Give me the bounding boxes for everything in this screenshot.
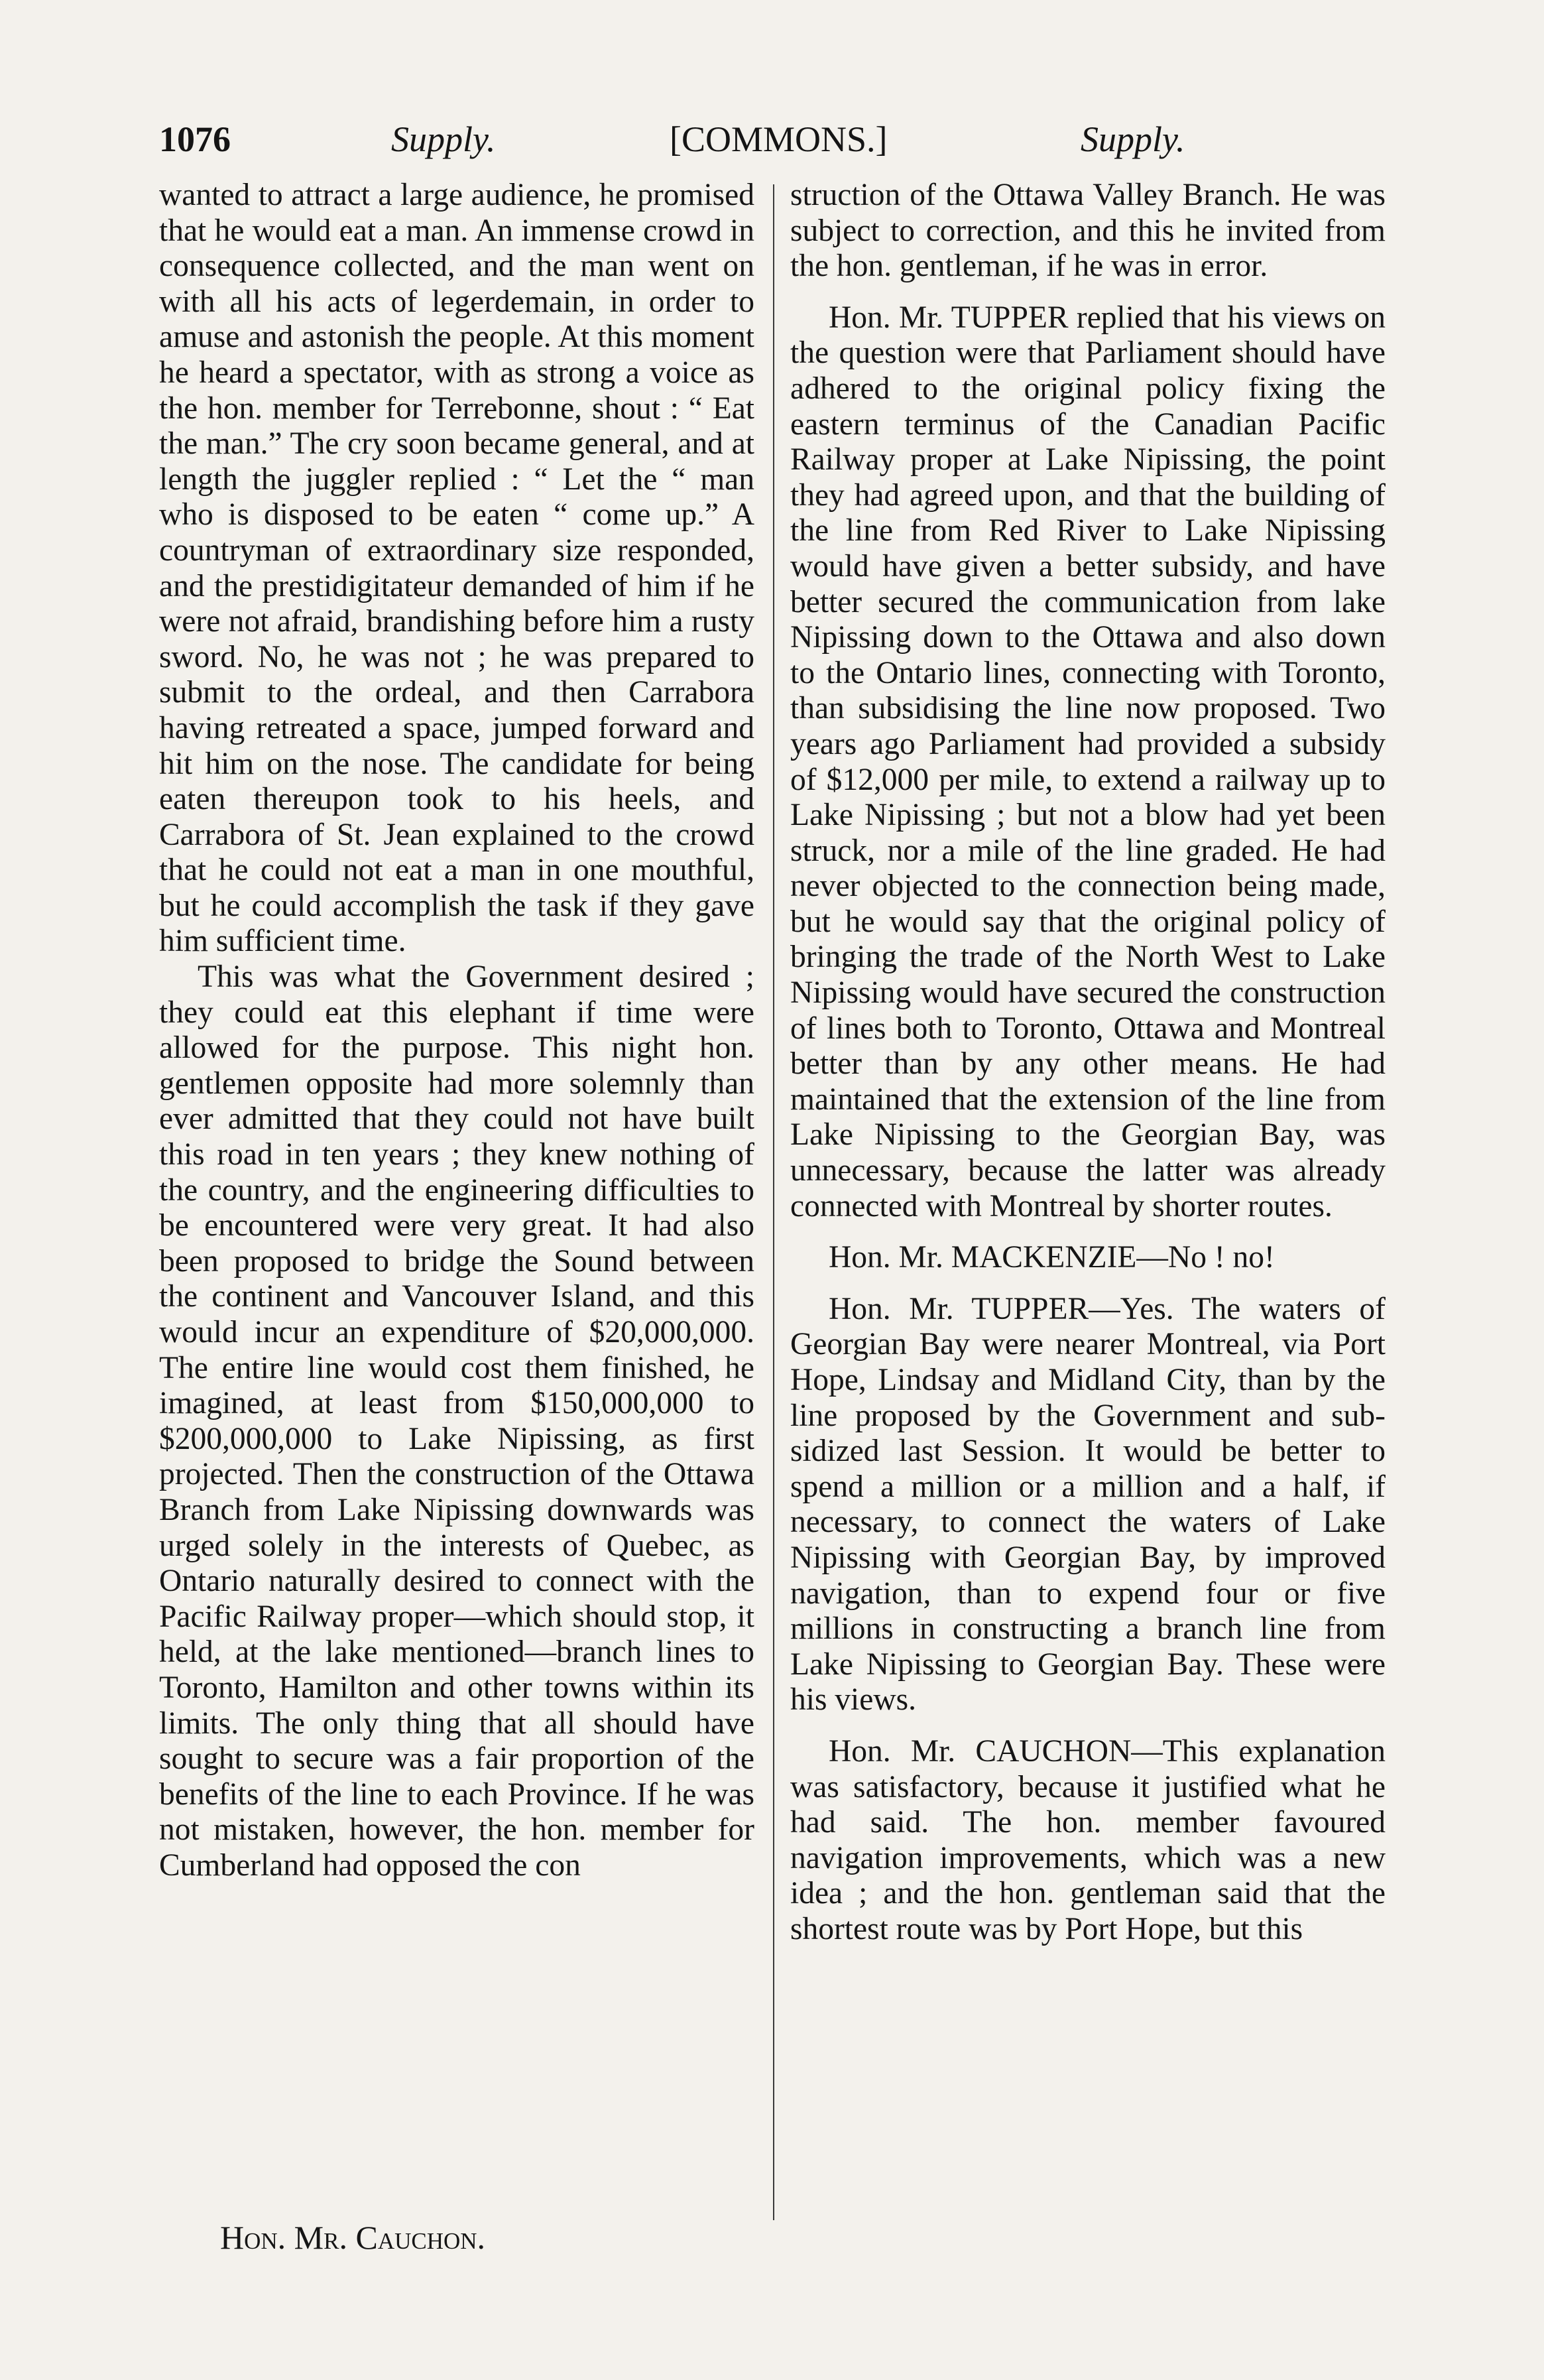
right-paragraph-4: Hon. Mr. TUPPER—Yes. The waters of Georgian Bay were nearer Montreal, via Port Hope, Lindsay and Midland City, than by the line proposed by the Government and subsidized last Session. It would be better to spend a million or a million and a half, if necessary, to connect the waters of Lake Nipissing with Georgian Bay, by improved navigation, than to expend four or five millions in constructing a branch line from Lake Nipissing to Georgian Bay. These were his views. — [790, 1291, 1386, 1718]
right-paragraph-3: Hon. Mr. MACKENZIE—No ! no! — [829, 1240, 1275, 1275]
right-paragraph-2: Hon. Mr. TUPPER replied that his views on the question were that Parliament should have adhered to the original policy fixing the eastern terminus of the Canadian Pacific Railway proper at Lake Nipissing, the point they had agreed upon, and that the building of the line from Red River to Lake Nipissing would have given a better subsidy, and have better secured the communication from lake Nipissing down to the Ottawa and also down to the Ontario lines, connecting with Toronto, than subsidising the line now proposed. Two years ago Parliament had provided a subsidy of $12,000 per mile, to extend a railway up to Lake Nipissing ; but not a blow had yet been struck, nor a mile of the line graded. He had never objected to the connection being made, but he would say that the original policy of bringing the trade of the North West to Lake Nipissing would have secured the construction of lines both to Toronto, Ottawa and Montreal better than by any other means. He had maintained that the extension of the line from Lake Nipissing to the Georgian Bay, was unnecessary, because the latter was already connected with Montreal by shorter routes. — [790, 300, 1386, 1223]
right-paragraph-1: struction of the Ottawa Valley Branch. He was subject to correction, and this he invited from the hon. gentleman, if he was in error. — [790, 178, 1386, 284]
page-header — [159, 113, 1405, 166]
header-left-title: Supply. — [391, 119, 496, 159]
left-paragraph-1: wanted to attract a large audience, he promised that he would eat a man. An immense crowd in consequence collected, and the man went on with all his acts of legerdemain, in order to amuse and astonish the people. At this moment he heard a spectator, with as strong a voice as the hon. member for Terrebonne, shout : “ Eat the man.” The cry soon became general, and at length the juggler replied : “ Let the “ man who is disposed to be eaten “ come up.” A countryman of extraordinary size responded, and the prestidigitateur demanded of him if he were not afraid, brandishing before him a rusty sword. No, he was not ; he was prepared to submit to the ordeal, and then Carrabora having retreated a space, jumped forward and hit him on the nose. The candidate for being eaten thereupon took to his heels, and Carrabora of St. Jean explained to the crowd that he could not eat a man in one mouthful, but he could accomplish the task if they gave him sufficient time. — [159, 178, 754, 959]
right-paragraph-5: Hon. Mr. CAUCHON—This explanation was satisfactory, because it justified what he had said. The hon. member favoured navigation improvements, which was a new idea ; and the hon. gentleman said that the shortest route was by Port Hope, but this — [790, 1733, 1386, 1946]
page-footer — [220, 2216, 485, 2259]
header-center-title: [COMMONS.] — [670, 119, 888, 159]
left-paragraph-2: This was what the Government desired ; they could eat this elephant if time were allowed for the purpose. This night hon. gentlemen opposite had more solemnly than ever admitted that they could not have built this road in ten years ; they knew nothing of the country, and the engineering difficulties to be encountered were very great. It had also been proposed to bridge the Sound between the continent and Vancouver Island, and this would incur an expenditure of $20,000,000. The entire line would cost them finished, he imagined, at least from $150,000,000 to $200,000,000 to Lake Nipissing, as first projected. Then the construction of the Ottawa Branch from Lake Nipissing downwards was urged solely in the interests of Quebec, as Ontario naturally desired to connect with the Pacific Railway proper—which should stop, it held, at the lake mentioned—branch lines to Toronto, Hamilton and other towns within its limits. The only thing that all should have sought to secure was a fair proportion of the benefits of the line to each Province. If he was not mistaken, however, the hon. member for Cumberland had opposed the con — [159, 960, 754, 1883]
column-divider — [773, 184, 774, 2220]
right-column — [790, 178, 1386, 1948]
left-column — [159, 178, 754, 1884]
footer-speaker: Hon. Mr. Cauchon. — [220, 2219, 486, 2256]
header-right-title: Supply. — [1081, 119, 1185, 159]
page-number: 1076 — [159, 119, 231, 159]
